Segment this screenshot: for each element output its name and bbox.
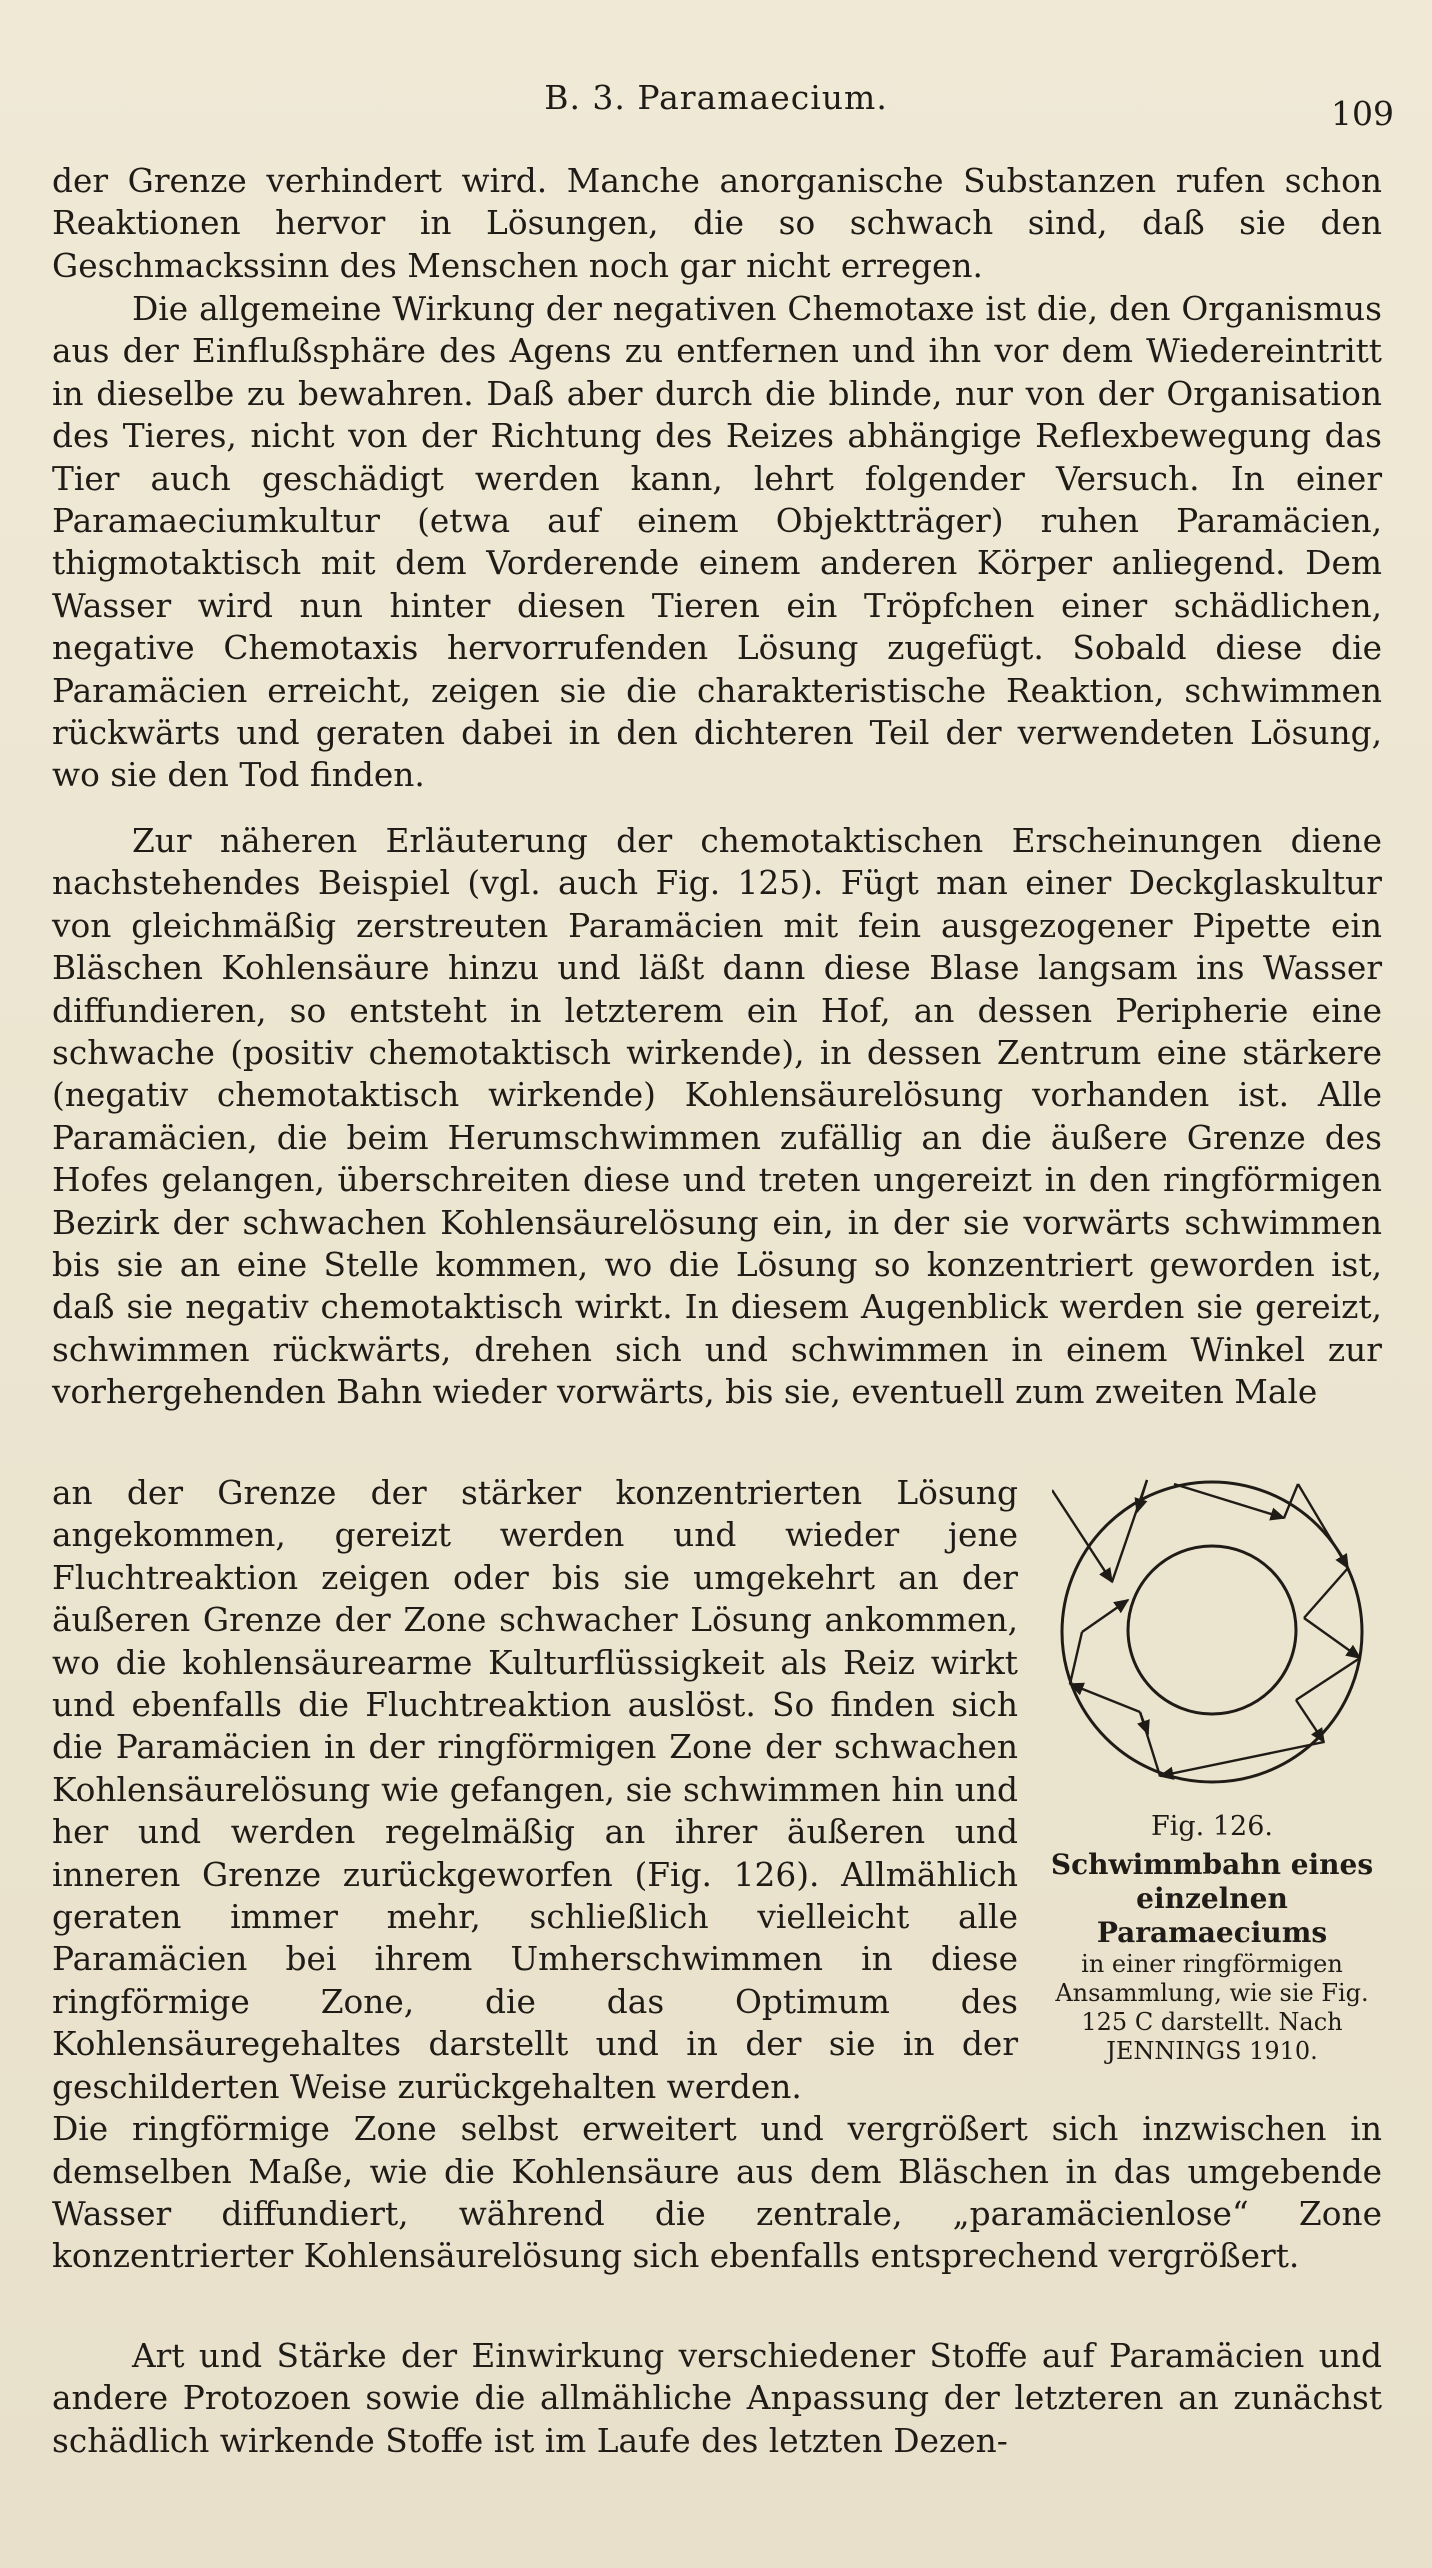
paragraph-negative-chemotaxis: Die allgemeine Wirkung der negativen Chemotaxe ist die, den Organismus aus der Einflußsphäre des Agens zu entfernen und ihn vor dem Wiedereintritt in dieselbe zu bewahren. Daß aber durch die blinde, nur von der Organisation des Tieres, nicht von der Richtung des Reizes abhängige Reflexbewegung das Tier auch geschädigt werden kann, lehrt folgender Versuch. In einer Paramaeciumkultur (etwa auf einem Objektträger) ruhen Paramäcien, thigmotaktisch mit dem Vorderende einem anderen Körper anliegend. Dem Wasser wird nun hinter diesen Tieren ein Tröpfchen einer schädlichen, negative Chemotaxis hervorrufenden Lösung zugefügt. Sobald diese die Paramäcien erreicht, zeigen sie die charakteristische Reaktion, schwimmen rückwärts und geraten dabei in den dichteren Teil der verwendeten Lösung, wo sie den Tod finden. [52, 290, 1382, 795]
text-with-figure [52, 1472, 1382, 2278]
swim-path-diagram [1052, 1472, 1372, 1802]
figure-label: Fig. 126. [1151, 1811, 1273, 1842]
figure-caption: in einer ringförmigen Ansammlung, wie sie Fig. 125 C darstellt. Nach JENNINGS 1910. [1055, 1950, 1369, 2065]
inner-zone-circle [1128, 1546, 1296, 1714]
paragraph-ring-zone-continued: Die ringförmige Zone selbst erweitert und vergrößert sich inzwischen in demselben Maße, wie die Kohlensäure aus dem Bläschen in das umgebende Wasser diffundiert, während die zentrale, „paramäcienlose“ Zone konzentrierter Kohlensäurelösung sich ebenfalls entsprechend vergrößert. [52, 2110, 1382, 2276]
paragraph-substances: Art und Stärke der Einwirkung verschiedener Stoffe auf Paramäcien und andere Protozoen sowie die allmähliche Anpassung der letzteren an zunächst schädlich wirkende Stoffe ist im Laufe des letzten Dezen- [52, 2337, 1382, 2460]
paragraph-continuation: der Grenze verhindert wird. Manche anorganische Substanzen rufen schon Reaktionen hervor in Lösungen, die so schwach sind, daß sie den Geschmackssinn des Menschen noch gar nicht erregen. [52, 162, 1382, 285]
paragraph-chemotaxis-example: Zur näheren Erläuterung der chemotaktischen Erscheinungen diene nachstehendes Beispiel (vgl. auch Fig. 125). Fügt man einer Deckglaskultur von gleichmäßig zerstreuten Paramäcien mit fein ausgezogener Pipette ein Bläschen Kohlensäure hinzu und läßt dann diese Blase langsam ins Wasser diffundieren, so entsteht in letzterem ein Hof, an dessen Peripherie eine schwache (positiv chemotaktisch wirkende), in dessen Zentrum eine stärkere (negativ chemotaktisch wirkende) Kohlensäurelösung vorhanden ist. Alle Paramäcien, die beim Herumschwimmen zufällig an die äußere Grenze des Hofes gelangen, überschreiten diese und treten ungereizt in den ringförmigen Bezirk der schwachen Kohlensäurelösung ein, in der sie vorwärts schwimmen bis sie an eine Stelle kommen, wo die Lösung so konzentriert geworden ist, daß sie negativ chemotaktisch wirkt. In diesem Augenblick werden sie gereizt, schwimmen rückwärts, drehen sich und schwimmen in einem Winkel zur vorhergehenden Bahn wieder vorwärts, bis sie, eventuell zum zweiten Male [52, 822, 1382, 1412]
figure-126 [1042, 1472, 1382, 2066]
running-header: B. 3. Paramaecium. [544, 78, 888, 117]
paragraph-ring-zone: an der Grenze der stärker konzentrierten Lösung angekommen, gereizt werden und wieder jene Fluchtreaktion zeigen oder bis sie umgekehrt an der äußeren Grenze der Zone schwacher Lösung ankommen, wo die kohlensäurearme Kulturflüssigkeit als Reiz wirkt und ebenfalls die Fluchtreaktion auslöst. So finden sich die Paramäcien in der ringförmigen Zone der schwachen Kohlensäurelösung wie gefangen, sie schwimmen hin und her und werden regelmäßig an ihrer äußeren und inneren Grenze zurückgeworfen (Fig. 126). Allmählich geraten immer mehr, schließlich vielleicht alle Paramäcien bei ihrem Umherschwimmen in diese ringförmige Zone, die das Optimum des Kohlensäuregehaltes darstellt und in der sie in der geschilderten Weise zurückgehalten werden. [52, 1474, 1018, 2106]
figure-title: Schwimmbahn eines einzelnen Paramaeciums [1050, 1848, 1374, 1949]
page-number: 109 [1331, 94, 1394, 133]
outer-ring-circle [1062, 1482, 1362, 1782]
